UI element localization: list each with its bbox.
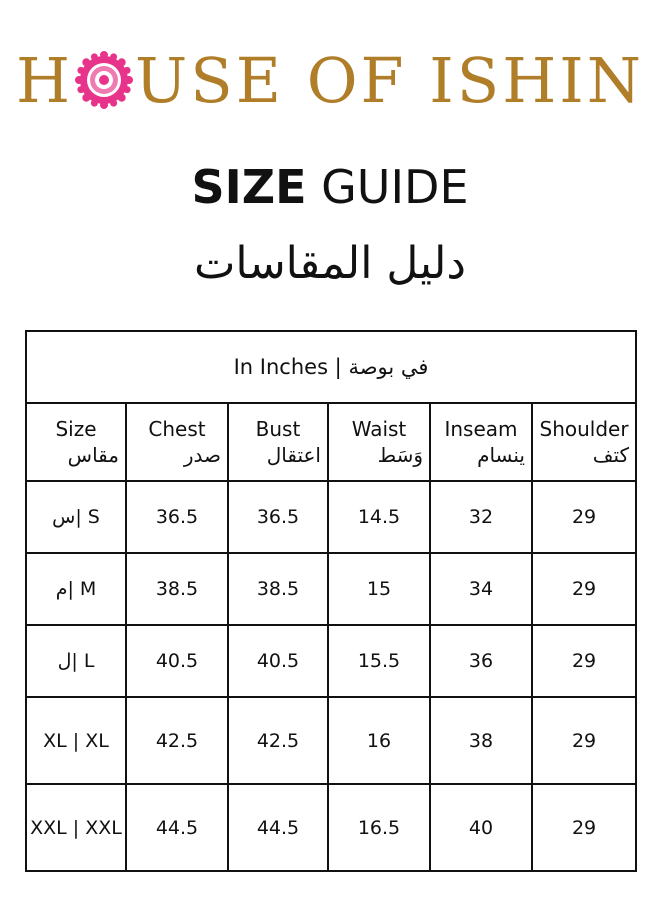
cell-chest: 38.5 xyxy=(126,553,228,625)
cell-size: XL | XL xyxy=(26,697,126,784)
header-inseam-ar: ينسام xyxy=(477,443,525,467)
header-chest-en: Chest xyxy=(148,417,206,441)
cell-bust: 44.5 xyxy=(228,784,328,871)
cell-waist: 15.5 xyxy=(328,625,430,697)
header-shoulder-ar: كتف xyxy=(592,443,630,467)
cell-inseam: 36 xyxy=(430,625,532,697)
title-light: GUIDE xyxy=(321,160,469,214)
header-bust-ar: اعتقال xyxy=(266,443,321,467)
cell-chest: 44.5 xyxy=(126,784,228,871)
brand-text-end: USE OF ISHIN xyxy=(135,43,645,117)
header-shoulder xyxy=(532,403,636,481)
cell-bust: 42.5 xyxy=(228,697,328,784)
header-bust xyxy=(228,403,328,481)
cell-size: ل| L xyxy=(26,625,126,697)
table-row xyxy=(26,625,636,697)
cell-inseam: 34 xyxy=(430,553,532,625)
cell-waist: 16.5 xyxy=(328,784,430,871)
cell-size: س| S xyxy=(26,481,126,553)
header-size-en: Size xyxy=(55,417,97,441)
header-waist-ar: وَسَط xyxy=(377,443,423,467)
cell-chest: 40.5 xyxy=(126,625,228,697)
cell-chest: 36.5 xyxy=(126,481,228,553)
cell-inseam: 38 xyxy=(430,697,532,784)
header-size xyxy=(26,403,126,481)
table-row xyxy=(26,553,636,625)
table-row xyxy=(26,481,636,553)
header-inseam-en: Inseam xyxy=(444,417,518,441)
cell-size: XXL | XXL xyxy=(26,784,126,871)
cell-shoulder: 29 xyxy=(532,697,636,784)
header-waist-en: Waist xyxy=(351,417,407,441)
title-bold: SIZE xyxy=(191,160,307,214)
cell-shoulder: 29 xyxy=(532,481,636,553)
brand-text-start: H xyxy=(15,43,74,117)
brand-logo xyxy=(0,40,660,120)
table-row xyxy=(26,784,636,871)
cell-waist: 15 xyxy=(328,553,430,625)
header-waist xyxy=(328,403,430,481)
cell-inseam: 40 xyxy=(430,784,532,871)
cell-waist: 16 xyxy=(328,697,430,784)
page-title xyxy=(0,160,660,214)
cell-inseam: 32 xyxy=(430,481,532,553)
header-chest xyxy=(126,403,228,481)
header-bust-en: Bust xyxy=(255,417,301,441)
header-shoulder-en: Shoulder xyxy=(539,417,629,441)
table-row xyxy=(26,697,636,784)
table-header-row xyxy=(26,403,636,481)
cell-waist: 14.5 xyxy=(328,481,430,553)
header-inseam xyxy=(430,403,532,481)
cell-shoulder: 29 xyxy=(532,553,636,625)
cell-bust: 40.5 xyxy=(228,625,328,697)
cell-bust: 38.5 xyxy=(228,553,328,625)
cell-shoulder: 29 xyxy=(532,784,636,871)
header-size-ar: مقاس xyxy=(67,443,119,467)
page-subtitle-arabic: دليل المقاسات xyxy=(193,238,466,289)
flower-icon xyxy=(75,51,133,109)
cell-size: م| M xyxy=(26,553,126,625)
cell-shoulder: 29 xyxy=(532,625,636,697)
size-table xyxy=(25,330,637,872)
header-chest-ar: صدر xyxy=(183,443,221,467)
cell-chest: 42.5 xyxy=(126,697,228,784)
cell-bust: 36.5 xyxy=(228,481,328,553)
table-caption: In Inches | في بوصة xyxy=(26,331,636,403)
